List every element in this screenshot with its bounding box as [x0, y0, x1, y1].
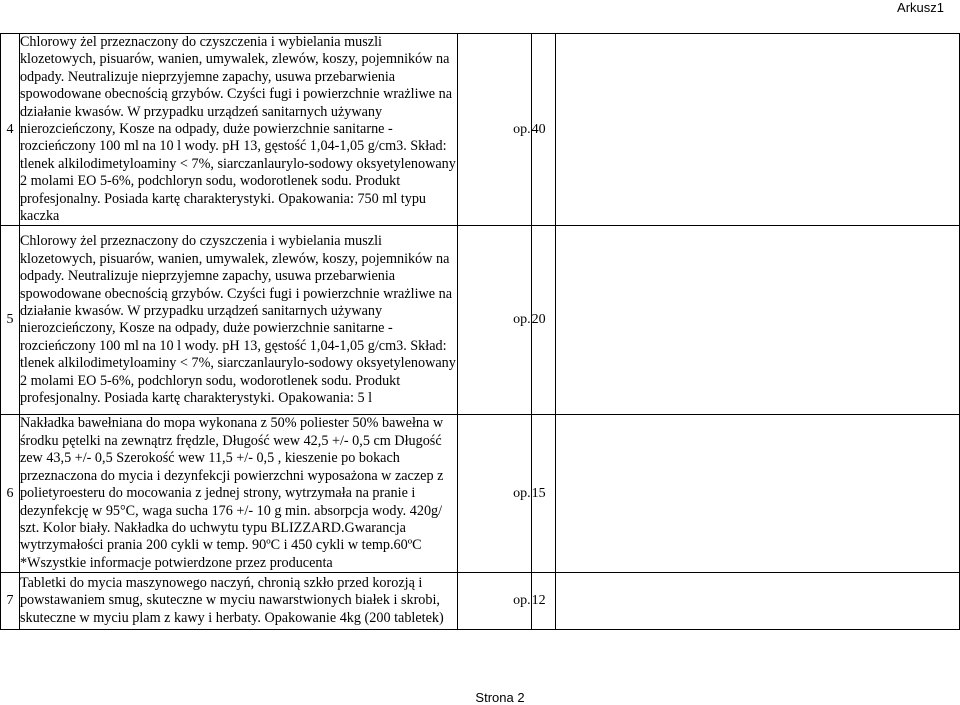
- empty-cell: [555, 226, 959, 415]
- table-row: [1, 34, 960, 226]
- empty-cell: [555, 34, 959, 226]
- row-description: Tabletki do mycia maszynowego naczyń, chronią szkło przed korozją i powstawaniem smug, skuteczne w myciu nawarstwionych białek i skrobi, skuteczne w myciu plam z kawy i herbaty. Opakowanie 4kg (200 tabletek): [19, 573, 457, 630]
- row-number: 6: [1, 415, 20, 573]
- row-quantity: 12: [531, 573, 555, 630]
- table-row: [1, 573, 960, 630]
- empty-cell: [555, 415, 959, 573]
- page-footer: [0, 690, 960, 705]
- row-quantity: 15: [531, 415, 555, 573]
- row-description: Chlorowy żel przeznaczony do czyszczenia i wybielania muszli klozetowych, pisuarów, wanien, umywalek, zlewów, koszy, pojemników na odpady. Neutralizuje nieprzyjemne zapachy, usuwa przebarwienia spowodowane obecnością grzybów. Czyści fugi i powierzchnie wrażliwe na działanie kwasów. W przypadku urządzeń sanitarnych używany nierozcieńczony, Kosze na odpady, duże powierzchnie sanitarne - rozcieńczony 100 ml na 10 l wody. pH 13, gęstość 1,04-1,05 g/cm3. Skład: tlenek alkilodimetyloaminy < 7%, siarczanlaurylo-sodowy oksyetylenowany 2 molami EO 5-6%, podchloryn sodu, wodorotlenek sodu. Produkt profesjonalny. Posiada kartę charakterystyki. Opakowania: 750 ml typu kaczka: [19, 34, 456, 225]
- row-number: 4: [1, 34, 20, 226]
- row-description: Chlorowy żel przeznaczony do czyszczenia i wybielania muszli klozetowych, pisuarów, wanien, umywalek, zlewów, koszy, pojemników na odpady. Neutralizuje nieprzyjemne zapachy, usuwa przebarwienia spowodowane obecnością grzybów. Czyści fugi i powierzchnie wrażliwe na działanie kwasów. W przypadku urządzeń sanitarnych używany nierozcieńczony, Kosze na odpady, duże powierzchnie sanitarne - rozcieńczony 100 ml na 10 l wody. pH 13, gęstość 1,04-1,05 g/cm3. Skład: tlenek alkilodimetyloaminy < 7%, siarczanlaurylo-sodowy oksyetylenowany 2 molami EO 5-6%, podchloryn sodu, wodorotlenek sodu. Produkt profesjonalny. Posiada kartę charakterystyki. Opakowania: 5 l: [19, 226, 457, 415]
- row-number: 7: [1, 573, 20, 630]
- row-unit: op.: [457, 573, 531, 630]
- row-quantity: 40: [531, 34, 555, 226]
- sheet-name: Arkusz1: [897, 0, 944, 15]
- row-quantity: 20: [531, 226, 555, 415]
- row-number: 5: [1, 226, 20, 415]
- table-row: [1, 226, 960, 415]
- row-unit: op.: [457, 34, 531, 226]
- row-unit: op.: [457, 226, 531, 415]
- page-number: Strona 2: [475, 690, 525, 705]
- table-row: [1, 415, 960, 573]
- row-unit: op.: [457, 415, 531, 573]
- empty-cell: [555, 573, 959, 630]
- row-description: Nakładka bawełniana do mopa wykonana z 50% poliester 50% bawełna w środku pętelki na zewnątrz frędzle, Długość wew 42,5 +/- 0,5 cm Długość zew 43,5 +/- 0,5 Szerokość wew 11,5 +/- 0,5 , kieszenie po bokach przeznaczona do mycia i dezynfekcji powierzchni wyposażona w zaczep z polietyroesteru do mocowania z jednej strony, wytrzymała na pranie i dezynfekcję w 95°C, waga sucha 176 +/- 10 g min. absorpcja wody. 420g/ szt. Kolor biały. Nakładka do uchwytu typu BLIZZARD.Gwarancja wytrzymałości prania 200 cykli w temp. 90ºC i 450 cykli w temp.60ºC *Wszystkie informacje potwierdzone przez producenta: [19, 415, 457, 573]
- items-table: [0, 33, 960, 630]
